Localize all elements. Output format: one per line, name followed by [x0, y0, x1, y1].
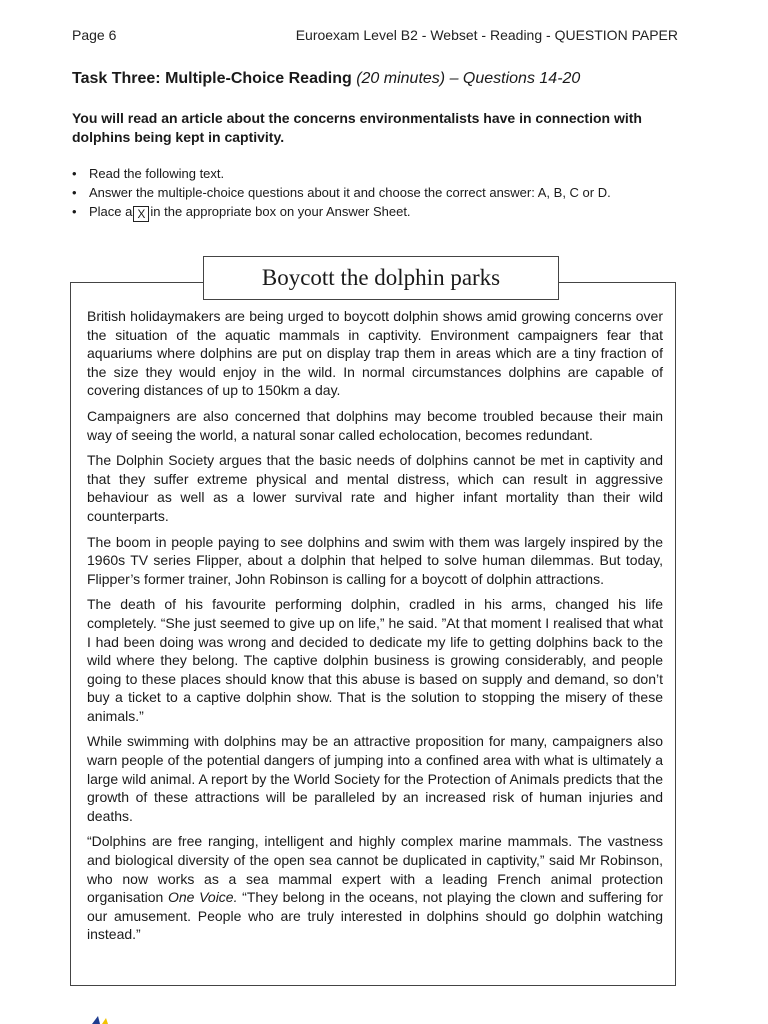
article-paragraph: While swimming with dolphins may be an attractive proposition for many, campaigners also warn people of the potential dangers of jumping into a confined area with what is ultimately a large wild animal. A report by the World Society for the Protection of Animals predicts that the growth of these attractions will be paralleled by an increased risk of human injuries and deaths. [87, 733, 663, 824]
page-number: Page 6 [72, 27, 117, 43]
article-title: Boycott the dolphin parks [203, 256, 559, 300]
task-title: Task Three: Multiple-Choice Reading [72, 70, 352, 87]
instruction-text: in the appropriate box on your Answer Sheet. [150, 204, 411, 219]
instruction-item [72, 202, 702, 222]
task-heading [72, 70, 708, 88]
task-intro: You will read an article about the concerns environmentalists have in connection with dolphins being kept in captivity. [72, 110, 642, 145]
paper-title: Euroexam Level B2 - Webset - Reading - QUESTION PAPER [295, 27, 678, 43]
euroexam-logo-icon [88, 1014, 120, 1024]
article-paragraph: The Dolphin Society argues that the basic needs of dolphins cannot be met in captivity and that they suffer extreme physical and mental distress, which can result in aggressive behaviour as well as a lower survival rate and higher infant mortality than their wild counterparts. [87, 452, 663, 524]
task-subtitle: (20 minutes) – Questions 14-20 [356, 70, 581, 87]
article-paragraph: British holidaymakers are being urged to boycott dolphin shows amid growing concerns over the situation of the aquatic mammals in captivity. Environment campaigners fear that aquariums where dolphins are put on display trap them in areas which are a tiny fraction of the size they would enjoy in the wild. In normal circumstances dolphins are capable of covering distances of up to 150km a day. [87, 308, 663, 399]
article-paragraph: The boom in people paying to see dolphins and swim with them was largely inspired by the 1960s TV series Flipper, about a dolphin that helped to solve human dilemmas. But today, Flipper’s former trainer, John Robinson is calling for a boycott of dolphin attractions. [87, 533, 663, 587]
instruction-text: Place a [89, 204, 133, 219]
paragraph-text: “They belong in the oceans, not playing the clown and suffering for our amusement. People who are truly interested in dolphins should go dolphin watching instead.” [87, 889, 663, 943]
article-paragraph [87, 832, 663, 944]
instruction-item: • Answer the multiple-choice questions about it and choose the correct answer: A, B, C or D. [72, 183, 702, 202]
instruction-list [72, 164, 702, 222]
page-header [72, 27, 678, 43]
instruction-item: • Read the following text. [72, 164, 702, 183]
cross-box-icon: X [133, 206, 149, 222]
article-body [87, 307, 663, 951]
article-paragraph: The death of his favourite performing dolphin, cradled in his arms, changed his life completely. “She just seemed to give up on life,” he said. ”At that moment I realised that what I had been doing was wrong and decided to dedicate my life to getting dolphins back to the wild where they belong. The captive dolphin business is growing considerably, and people going to these places should know that this abuse is based on supply and demand, so don’t buy a ticket to a captive dolphin show. That is the solution to stopping the misery of these animals.” [87, 596, 663, 724]
paragraph-text: “Dolphins are free ranging, intelligent and highly complex marine mammals. The vastness and biological diversity of the open sea cannot be duplicated in captivity,” said Mr Robinson, who now works as a sea mammal expert with a leading French animal protection organisation [87, 833, 663, 906]
organisation-name: One Voice. [167, 889, 238, 906]
article-paragraph: Campaigners are also concerned that dolphins may become troubled because their main way of seeing the world, a natural sonar called echolocation, becomes redundant. [87, 407, 663, 443]
